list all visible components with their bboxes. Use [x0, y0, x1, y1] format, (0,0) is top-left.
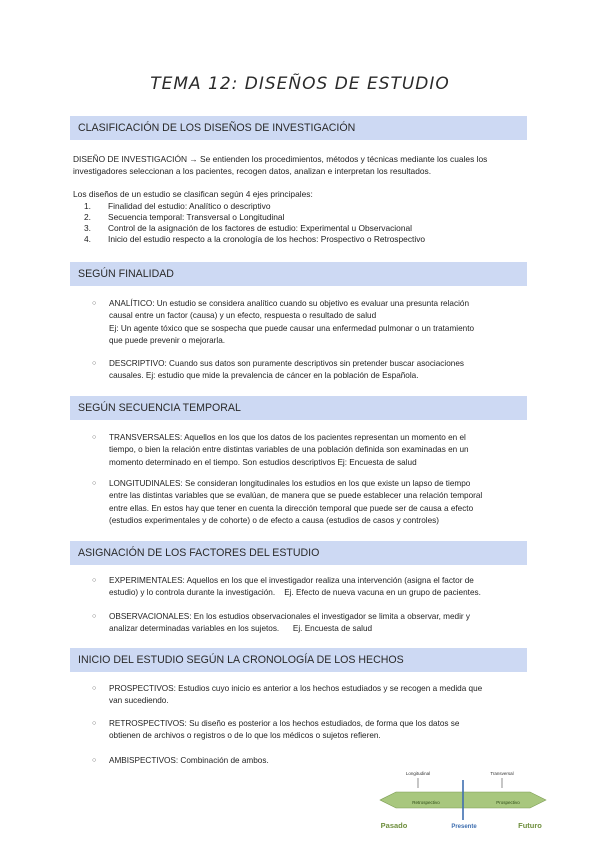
diagram-label-futuro: Futuro: [518, 821, 542, 830]
item-line: que puede prevenir o mejorarla.: [109, 336, 226, 346]
bullet-icon: ○: [92, 577, 97, 584]
bullet-icon: ○: [92, 300, 97, 307]
list-item: 1. Finalidad del estudio: Analítico o descriptivo: [84, 201, 271, 211]
list-item: [92, 298, 522, 348]
item-line: (estudios experimentales y de cohorte) o de efecto a causa (estudios de casos y controles): [109, 516, 439, 526]
section-heading-finalidad: [70, 262, 527, 286]
page-title: TEMA 12: DISEÑOS DE ESTUDIO: [150, 74, 450, 94]
item-line: entre ellas. En estos hay que tener en cuenta la dirección temporal que puede ser de causa a efecto: [109, 503, 474, 513]
section-heading-text: SEGÚN FINALIDAD: [78, 268, 174, 280]
definition-term: DISEÑO DE INVESTIGACIÓN: [73, 154, 188, 164]
item-line: LONGITUDINALES: Se consideran longitudinales los estudios en los que existe un lapso de tiempo: [109, 479, 471, 488]
definition-paragraph: [73, 153, 533, 177]
bullet-icon: ○: [92, 757, 97, 764]
item-line: estudio) y lo controla durante la investigación. Ej. Efecto de nueva vacuna en un grupo de pacientes.: [109, 588, 481, 598]
list-item: [92, 575, 522, 600]
section-heading-text: ASIGNACIÓN DE LOS FACTORES DEL ESTUDIO: [78, 547, 320, 559]
bullet-icon: ○: [92, 480, 97, 487]
definition-text-line2: investigadores seleccionan a los pacientes, recogen datos, analizan e interpretan los resultados.: [73, 166, 432, 176]
list-item: [92, 611, 522, 636]
section-heading-inicio: [70, 648, 527, 672]
section-heading-text: INICIO DEL ESTUDIO SEGÚN LA CRONOLOGÍA DE LOS HECHOS: [78, 654, 404, 666]
definition-text-line1: Se entienden los procedimientos, métodos y técnicas mediante los cuales los: [200, 154, 488, 164]
list-item: [92, 478, 522, 528]
list-item: [92, 718, 522, 743]
section-heading-clasificacion: [70, 116, 527, 140]
section-heading-secuencia: [70, 396, 527, 420]
section-heading-text: CLASIFICACIÓN DE LOS DISEÑOS DE INVESTIGACIÓN: [78, 122, 356, 134]
diagram-label-prospectivo: Prospectivo: [496, 800, 520, 805]
list-item: [92, 358, 522, 383]
item-line: OBSERVACIONALES: En los estudios observacionales el investigador se limita a observar, medir y: [109, 612, 471, 621]
diagram-label-retrospectivo: Retrospectivo: [412, 800, 440, 805]
diagram-label-pasado: Pasado: [380, 821, 408, 830]
item-line: ANALÍTICO: Un estudio se considera analítico cuando su objetivo es evaluar una presunta relación: [109, 299, 470, 308]
item-line: DESCRIPTIVO: Cuando sus datos son puramente descriptivos sin pretender buscar asociaciones: [109, 359, 464, 368]
bullet-icon: ○: [92, 434, 97, 441]
axes-list: [84, 201, 425, 245]
item-line: RETROSPECTIVOS: Su diseño es posterior a los hechos estudiados, de forma que los datos se: [109, 719, 460, 728]
bullet-icon: ○: [92, 720, 97, 727]
item-line: obtienen de archivos o registros o de lo que los médicos o sujetos refieren.: [109, 731, 381, 741]
item-line: EXPERIMENTALES: Aquellos en los que el investigador realiza una intervención (asigna el factor de: [109, 576, 474, 585]
list-item: 4. Inicio del estudio respecto a la cronología de los hechos: Prospectivo o Retrospectivo: [84, 234, 426, 244]
item-line: PROSPECTIVOS: Estudios cuyo inicio es anterior a los hechos estudiados y se recogen a medida que: [109, 684, 483, 693]
axes-intro: Los diseños de un estudio se clasifican según 4 ejes principales:: [73, 189, 313, 199]
section-heading-text: SEGÚN SECUENCIA TEMPORAL: [78, 402, 241, 414]
arrow-icon: →: [189, 154, 198, 164]
list-item: [92, 432, 522, 469]
item-line: causales. Ej: estudio que mide la prevalencia de cáncer en la población de Española.: [109, 371, 419, 381]
item-line: entre las distintas variables que se evalúan, de manera que se puede establecer una relación temporal: [109, 491, 483, 501]
bullet-icon: ○: [92, 613, 97, 620]
timeline-diagram: [378, 766, 548, 834]
list-item: [92, 755, 362, 767]
list-item: 2. Secuencia temporal: Transversal o Longitudinal: [84, 212, 285, 222]
bullet-icon: ○: [92, 685, 97, 692]
diagram-label-transversal: Transversal: [490, 771, 514, 776]
list-item: 3. Control de la asignación de los factores de estudio: Experimental u Observacional: [84, 223, 412, 233]
item-line: causal entre un factor (causa) y un efecto, respuesta o resultado de salud: [109, 311, 377, 321]
item-line: tiempo, o bien la relación entre distintas variables de una población definida son examinadas en un: [109, 445, 469, 455]
list-item: [92, 683, 522, 708]
section-heading-asignacion: [70, 541, 527, 565]
item-line: AMBISPECTIVOS: Combinación de ambos.: [109, 756, 269, 765]
bullet-icon: ○: [92, 360, 97, 367]
item-line: van sucediendo.: [109, 696, 169, 706]
diagram-label-longitudinal: Longitudinal: [405, 771, 431, 776]
item-line: analizar determinadas variables en los sujetos. Ej. Encuesta de salud: [109, 624, 373, 634]
item-line: momento determinado en el tiempo. Son estudios descriptivos Ej: Encuesta de salud: [109, 457, 417, 467]
diagram-label-presente: Presente: [451, 824, 477, 830]
item-line: TRANSVERSALES: Aquellos en los que los datos de los pacientes representan un momento en el: [109, 433, 466, 442]
item-line: Ej: Un agente tóxico que se sospecha que puede causar una enfermedad pulmonar o un tratamiento: [109, 323, 475, 333]
